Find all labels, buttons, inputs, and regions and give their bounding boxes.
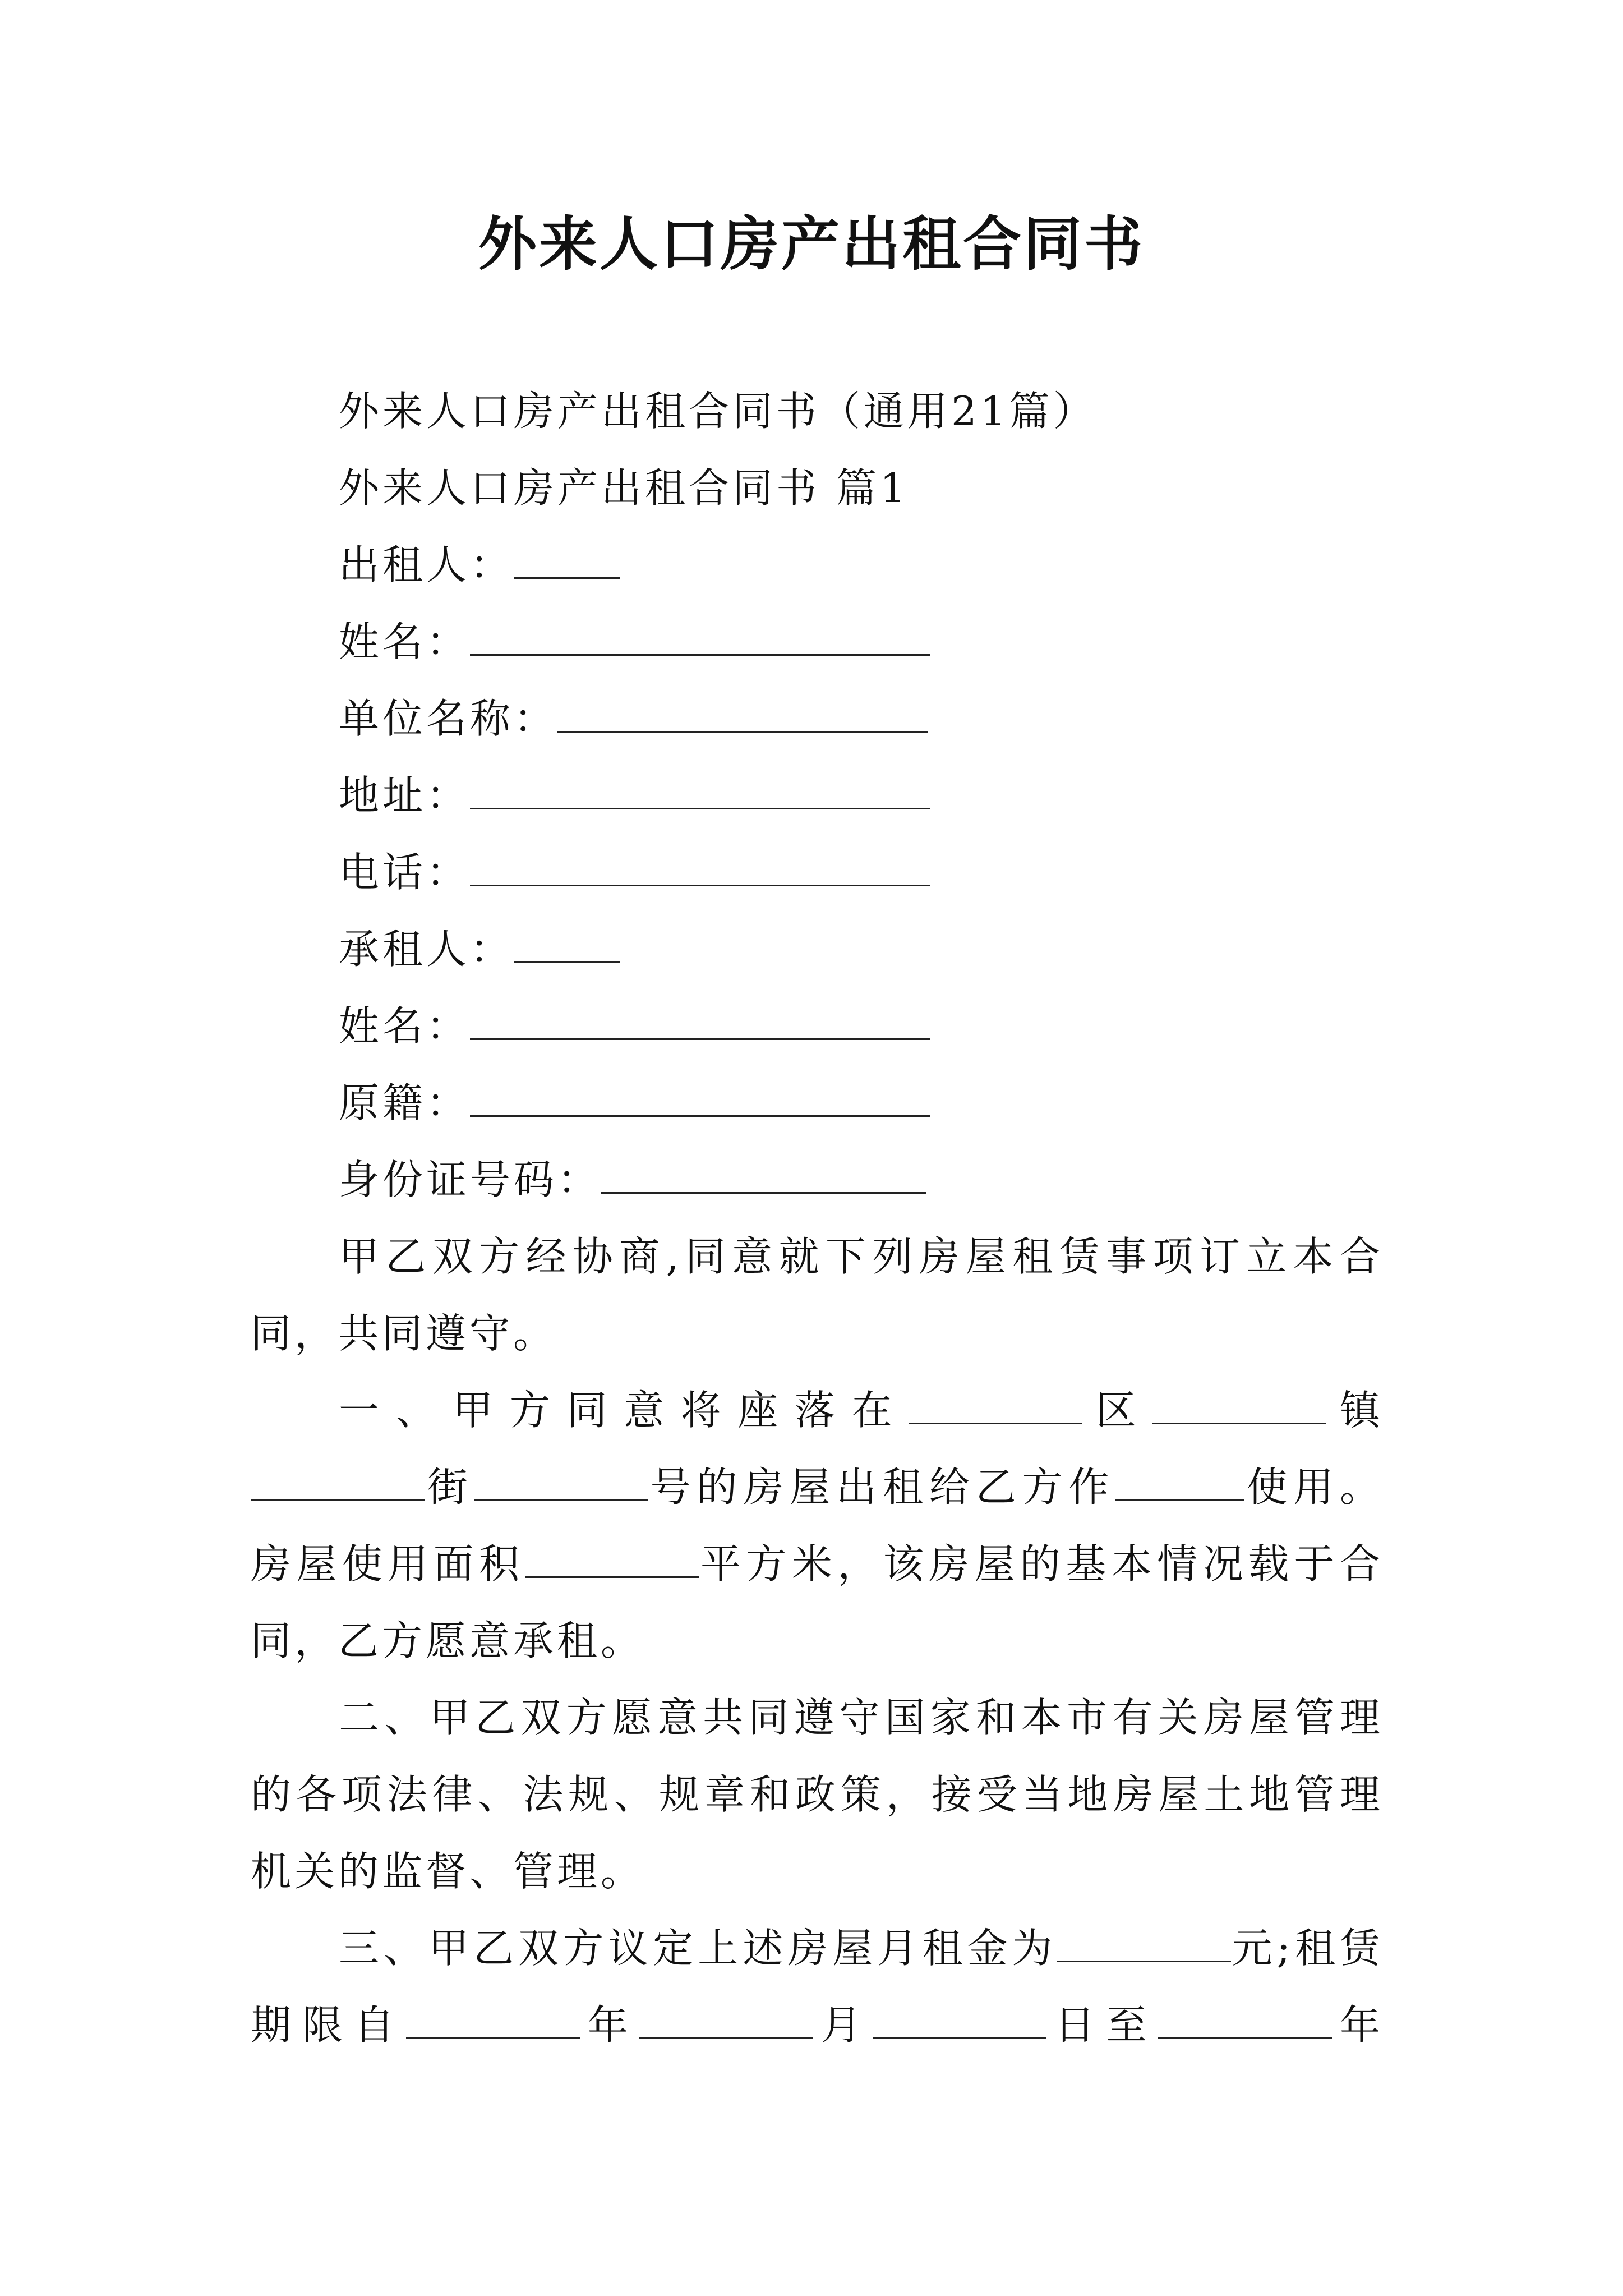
district-blank — [909, 1388, 1082, 1424]
address-label: 地址： — [339, 772, 471, 819]
phone-row — [251, 834, 1384, 911]
id-number-row — [251, 1142, 1384, 1218]
lessee-name-row — [251, 988, 1384, 1065]
lessor-blank — [514, 542, 620, 579]
document-title: 外来人口房产出租合同书 — [478, 209, 1145, 278]
clause-3-text-c: 年 — [579, 2001, 639, 2049]
clause-1-text-f: 使用。房屋使用面积 — [251, 1464, 1384, 1588]
rent-blank — [1057, 1926, 1231, 1962]
address-blank — [470, 773, 930, 809]
clause-1-text-e: 号的房屋出租给乙方作 — [647, 1464, 1115, 1511]
clause-1-text-b: 区 — [1082, 1387, 1153, 1434]
area-blank — [525, 1542, 699, 1578]
section-heading: 外来人口房产出租合同书 篇1 — [339, 464, 909, 512]
unit-name-blank — [557, 696, 928, 733]
lessee-row — [251, 911, 1384, 988]
document-body — [251, 373, 1384, 2064]
lessee-blank — [514, 927, 620, 963]
id-number-blank — [601, 1157, 926, 1194]
town-blank — [1152, 1388, 1326, 1424]
address-row — [251, 757, 1384, 834]
clause-1-paragraph — [251, 1372, 1384, 1680]
house-number-blank — [474, 1465, 648, 1501]
clause-1-text-c: 镇 — [1326, 1387, 1384, 1434]
phone-blank — [470, 850, 930, 886]
clause-3-text-d: 月 — [813, 2001, 873, 2049]
lessee-label: 承租人： — [339, 926, 514, 973]
id-number-label: 身份证号码： — [339, 1156, 602, 1203]
clause-1-text-d: 街 — [425, 1464, 474, 1511]
document-subtitle: 外来人口房产出租合同书（通用21篇） — [339, 388, 1097, 435]
clause-3-text-a: 三、甲乙双方议定上述房屋月租金为 — [339, 1925, 1057, 1972]
clause-3-text-b: 元;租赁期限自 — [251, 1925, 1384, 2049]
start-month-blank — [639, 2003, 813, 2039]
usage-blank — [1115, 1465, 1244, 1501]
clause-3-text-e: 日至 — [1046, 2001, 1158, 2049]
unit-name-label: 单位名称： — [339, 695, 558, 742]
start-year-blank — [406, 2003, 580, 2039]
lessor-name-blank — [470, 619, 930, 656]
origin-label: 原籍： — [339, 1079, 471, 1126]
origin-blank — [470, 1080, 930, 1117]
clause-1-text-g: 平方米，该房屋的基本情况载于合同，乙方愿意承租。 — [251, 1540, 1384, 1664]
unit-name-row — [251, 680, 1384, 757]
lessor-label: 出租人： — [339, 541, 514, 588]
lessor-name-row — [251, 604, 1384, 680]
phone-label: 电话： — [339, 849, 471, 896]
street-blank-a — [251, 1465, 425, 1501]
lessor-name-label: 姓名： — [339, 618, 471, 665]
lessor-row — [251, 527, 1384, 604]
clause-2-paragraph: 二、甲乙双方愿意共同遵守国家和本市有关房屋管理的各项法律、法规、规章和政策，接受当地房屋土地管理机关的监督、管理。 — [251, 1694, 1384, 1895]
intro-paragraph: 甲乙双方经协商,同意就下列房屋租赁事项订立本合同，共同遵守。 — [251, 1233, 1384, 1357]
clause-3-paragraph — [251, 1910, 1384, 2064]
clause-3-text-f: 年 — [1331, 2001, 1384, 2049]
clause-1-text-a: 一、甲方同意将座落在 — [339, 1387, 909, 1434]
origin-row — [251, 1065, 1384, 1142]
lessee-name-blank — [470, 1004, 930, 1040]
start-day-blank — [873, 2003, 1046, 2039]
end-year-blank — [1158, 2003, 1332, 2039]
lessee-name-label: 姓名： — [339, 1002, 471, 1050]
